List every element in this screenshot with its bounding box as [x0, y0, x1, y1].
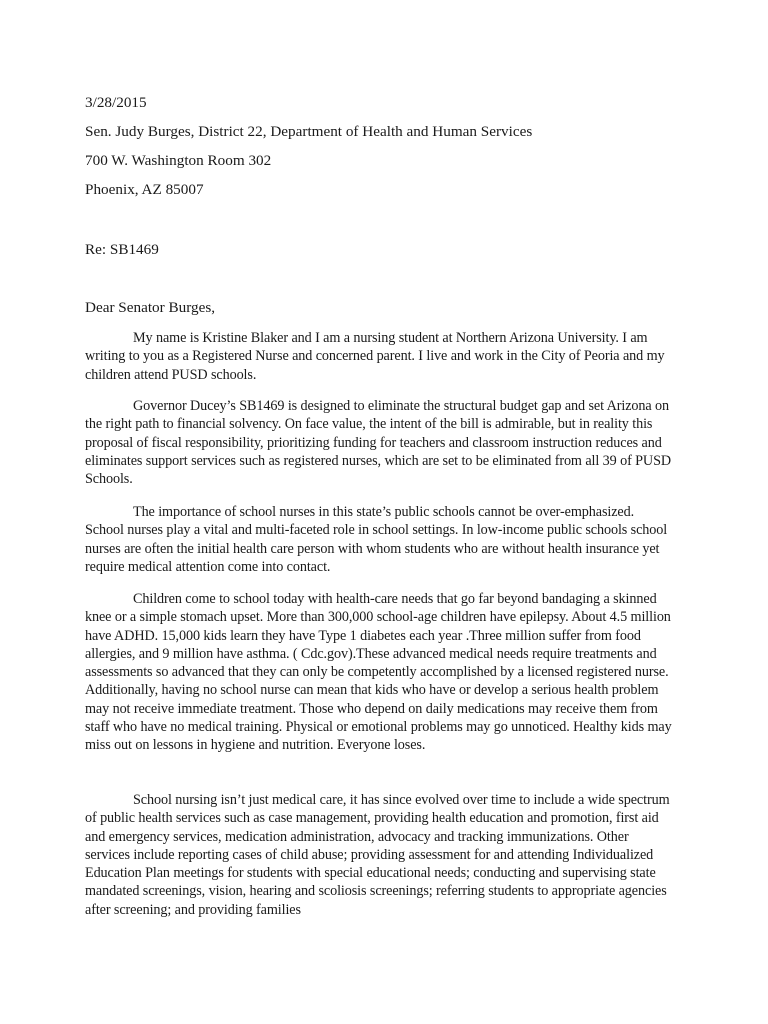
recipient-city-line: Phoenix, AZ 85007 [85, 181, 204, 198]
letter-date: 3/28/2015 [85, 94, 147, 111]
paragraph-services: School nursing isn’t just medical care, it has since evolved over time to include a wide spectrum of public health services such as case management, providing health education and promotion, first aid and emergency services, medication administration, advocacy and tracking immunizations. Other services include reporting cases of child abuse; providing assessment for and attending Individualized Education Plan meetings for students with special educational needs; conducting and supervising state mandated screenings, vision, hearing and scoliosis screenings; referring students to appropriate agencies after screening; and providing families [85, 792, 670, 918]
paragraph-needs: Children come to school today with health-care needs that go far beyond bandaging a skinned knee or a simple stomach upset. More than 300,000 school-age children have epilepsy. About 4.5 million have ADHD. 15,000 kids learn they have Type 1 diabetes each year .Three million suffer from food allergies, and 9 million have asthma. ( Cdc.gov).These advanced medical needs require treatments and assessments so advanced that they can only be competently accomplished by a licensed registered nurse. Additionally, having no school nurse can mean that kids who have or develop a serious health problem may not receive immediate treatment. Those who depend on daily medications may receive them from staff who have no medical training. Physical or emotional problems may go unnoticed. Healthy kids may miss out on lessons in hygiene and nutrition. Everyone loses. [85, 591, 672, 754]
recipient-name-line: Sen. Judy Burges, District 22, Department of Health and Human Services [85, 123, 533, 140]
paragraph-intro: My name is Kristine Blaker and I am a nursing student at Northern Arizona University. I am writing to you as a Registered Nurse and concerned parent. I live and work in the City of Peoria and my children attend PUSD schools. [85, 330, 665, 383]
paragraph-importance: The importance of school nurses in this state’s public schools cannot be over-emphasized. School nurses play a vital and multi-faceted role in school settings. In low-income public schools school nurses are often the initial health care person with whom students who are without health insurance yet require medical attention come into contact. [85, 504, 668, 575]
paragraph-bill: Governor Ducey’s SB1469 is designed to eliminate the structural budget gap and set Arizona on the right path to financial solvency. On face value, the intent of the bill is admirable, but in reality this proposal of fiscal responsibility, prioritizing funding for teachers and classroom instruction reduces and eliminates support services such as registered nurses, which are set to be eliminated from all 39 of PUSD Schools. [85, 398, 672, 488]
letter-subject: Re: SB1469 [85, 241, 159, 258]
recipient-street-line: 700 W. Washington Room 302 [85, 152, 272, 169]
letter-salutation: Dear Senator Burges, [85, 299, 216, 316]
